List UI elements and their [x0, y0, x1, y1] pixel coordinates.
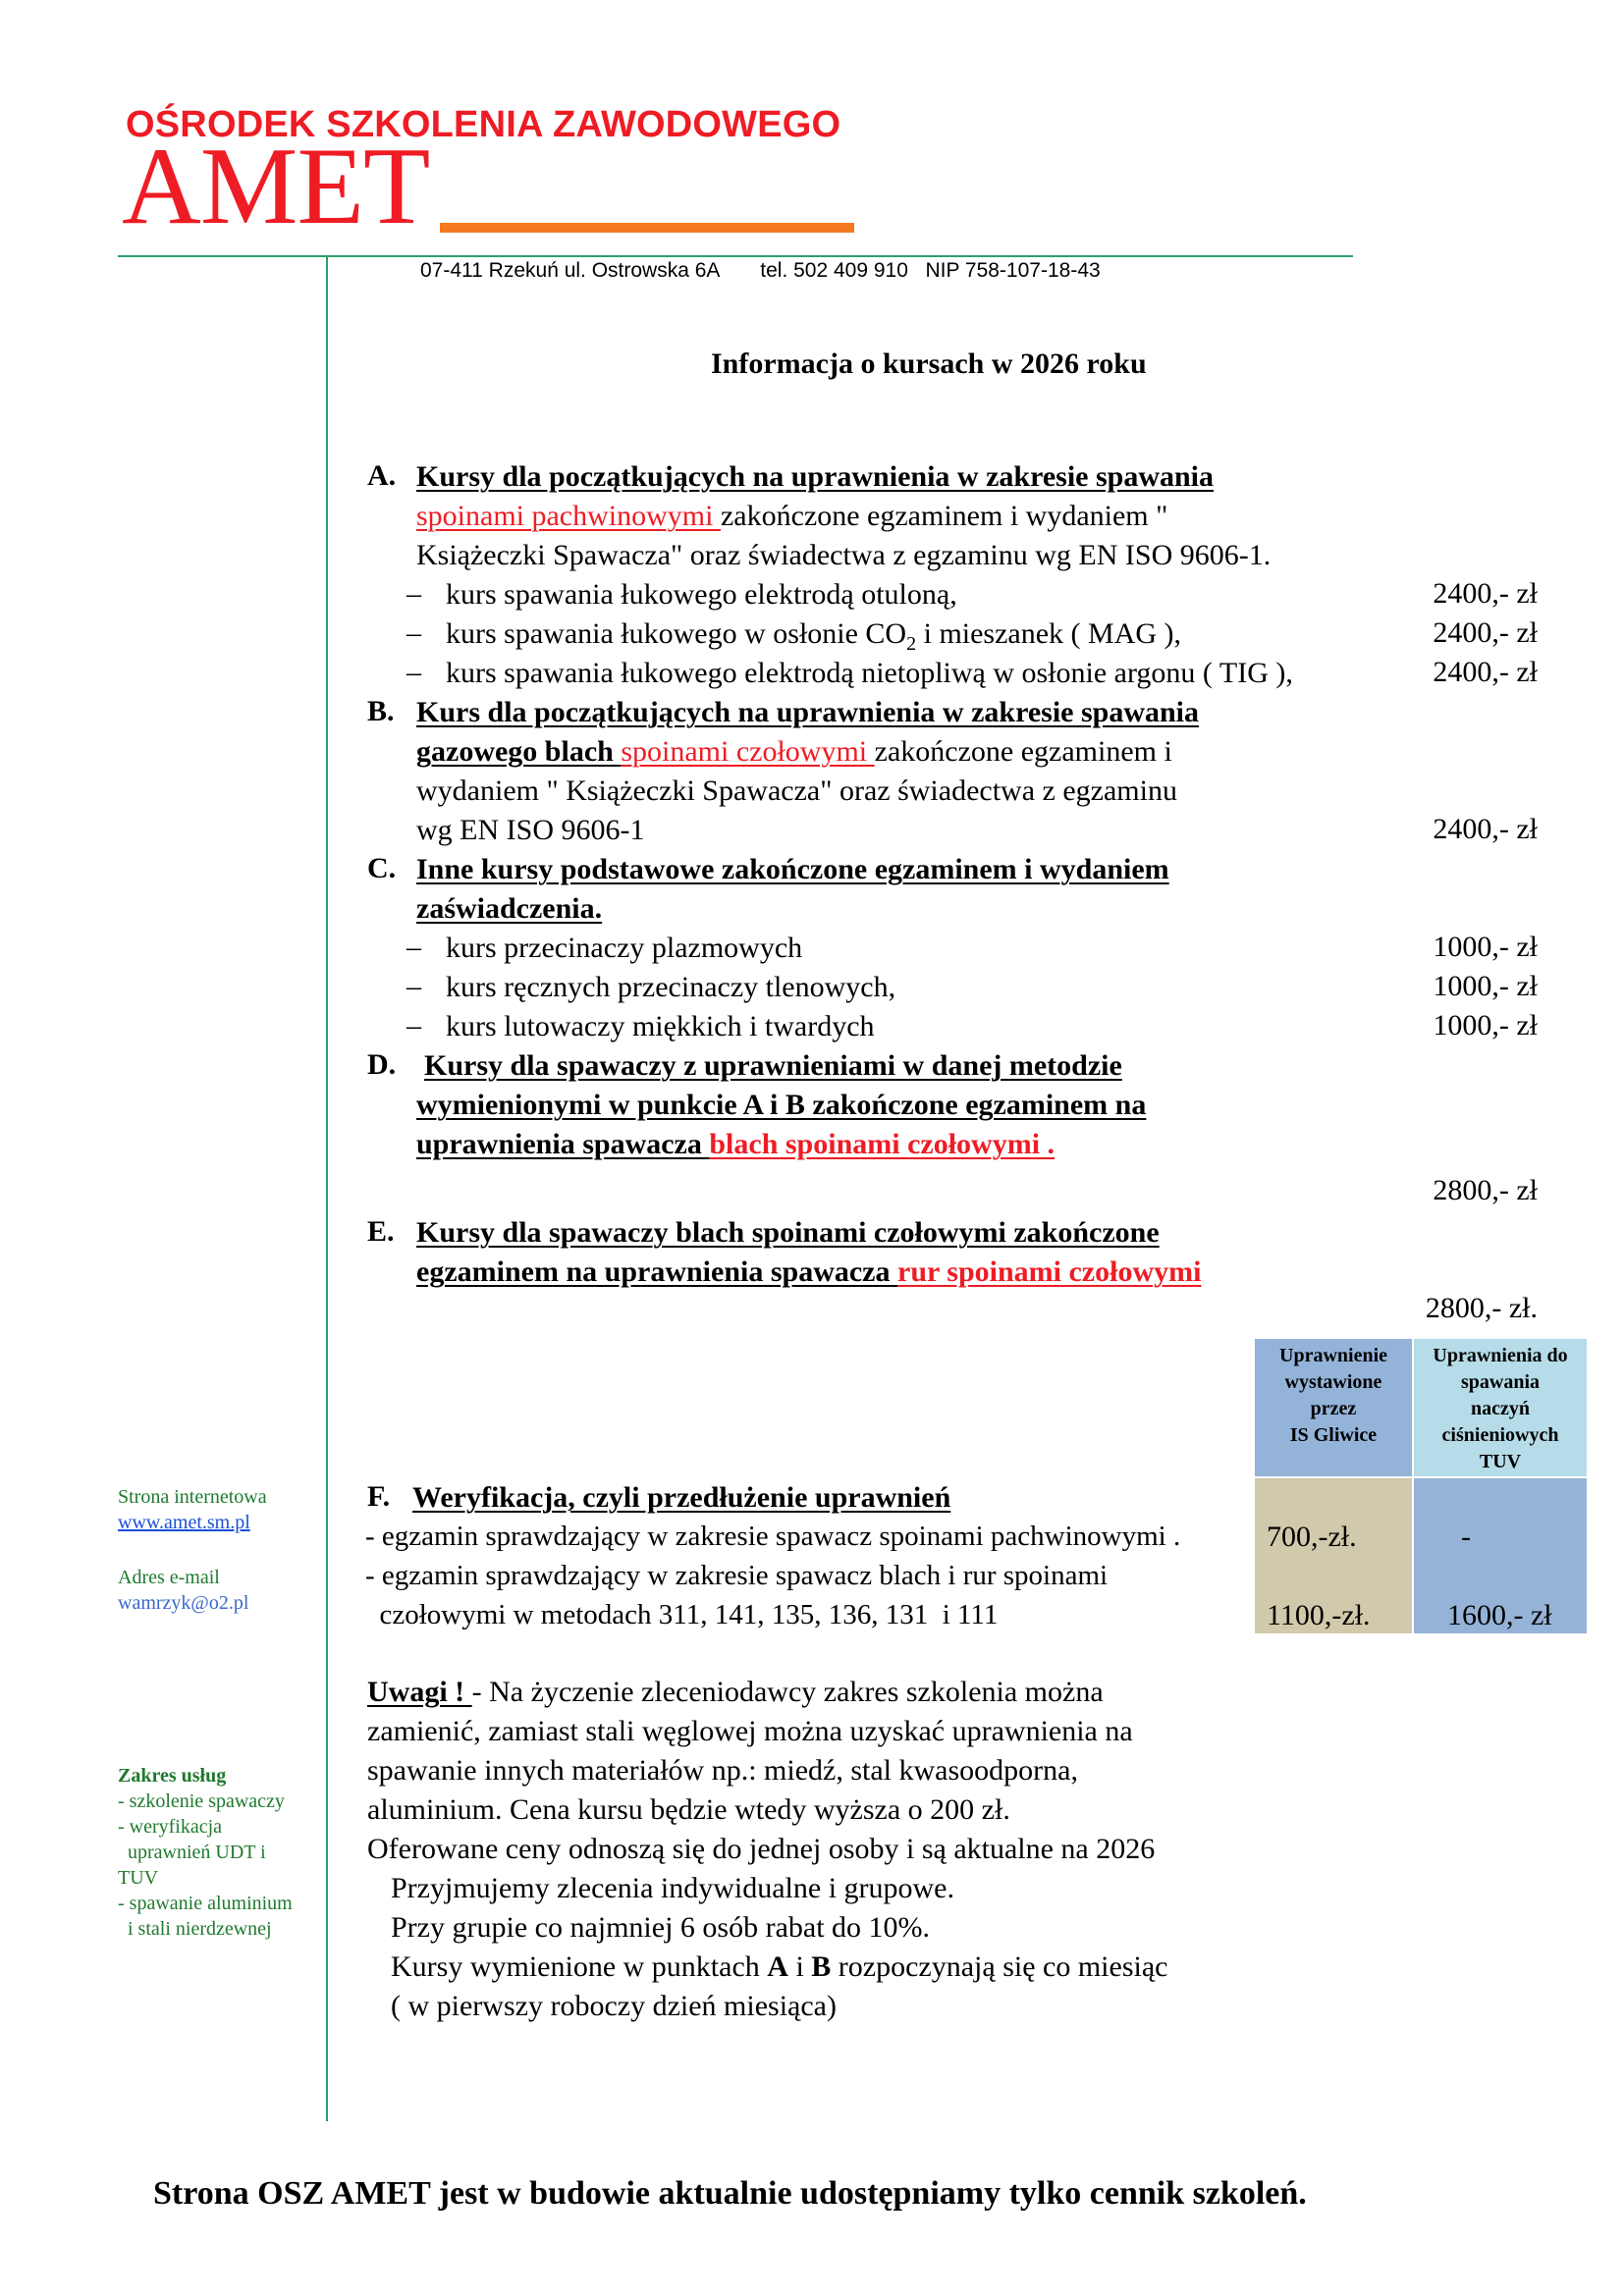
section-a-line2: spoinami pachwinowymi zakończone egzaminem i wydaniem "	[416, 500, 1168, 532]
sidebar-website-label: Strona internetowa	[118, 1486, 267, 1508]
remarks-line-4: aluminium. Cena kursu będzie wtedy wyższa o 200 zł.	[367, 1793, 1010, 1826]
table-header-col1-text: Uprawnienie wystawione przez IS Gliwice	[1279, 1345, 1387, 1446]
remarks-line-7: Przy grupie co najmniej 6 osób rabat do 10%.	[391, 1911, 931, 1944]
email-link[interactable]: wamrzyk@o2.pl	[118, 1592, 249, 1614]
section-b-letter: B.	[367, 695, 395, 727]
table-header-col2-text: Uprawnienia do spawania naczyń ciśnieniowych TUV	[1433, 1345, 1568, 1472]
verification-row-2-text: - egzamin sprawdzający w zakresie spawacz blach i rur spoinami	[365, 1560, 1109, 1591]
section-c-heading: Inne kursy podstawowe zakończone egzaminem i wydaniem	[416, 853, 1169, 885]
sidebar-service-item: TUV	[118, 1867, 159, 1889]
section-c-heading-2: zaświadczenia.	[416, 892, 603, 925]
logo-underline-bar	[440, 223, 854, 233]
price: 1000,- zł	[1433, 970, 1538, 1002]
page-title: Informacja o kursach w 2026 roku	[711, 347, 1147, 380]
remarks-line-3: spawanie innych materiałów np.: miedź, stal kwasoodporna,	[367, 1754, 1078, 1787]
remarks-label: Uwagi !	[367, 1676, 472, 1708]
section-b-line2: gazowego blach spoinami czołowymi zakończone egzaminem i	[416, 735, 1172, 768]
price: 1000,- zł	[1433, 931, 1538, 963]
section-d-heading-2: wymienionymi w punkcie A i B zakończone egzaminem na	[416, 1089, 1147, 1121]
remarks-line-9: ( w pierwszy roboczy dzień miesiąca)	[391, 1990, 837, 2022]
list-item: kurs lutowaczy miękkich i twardych	[446, 1010, 875, 1042]
section-e-heading: Kursy dla spawaczy blach spoinami czołowymi zakończone	[416, 1216, 1160, 1249]
brand-logo-text: AMET	[122, 126, 430, 247]
section-b-line4: wg EN ISO 9606-1	[416, 814, 645, 846]
section-a-line3: Książeczki Spawacza" oraz świadectwa z egzaminu wg EN ISO 9606-1.	[416, 539, 1272, 571]
price: 2400,- zł	[1433, 616, 1538, 649]
list-item: kurs ręcznych przecinaczy tlenowych,	[446, 971, 896, 1003]
verification-row-2-col2: 1600,- zł	[1447, 1599, 1552, 1631]
sidebar-service-item: - spawanie aluminium	[118, 1893, 293, 1914]
address: 07-411 Rzekuń ul. Ostrowska 6A	[420, 259, 721, 282]
sidebar-services-title: Zakres usług	[118, 1765, 227, 1787]
section-a-red: spoinami pachwinowymi	[416, 500, 721, 532]
list-item-dash: –	[406, 970, 421, 1002]
org-title: OŚRODEK SZKOLENIA ZAWODOWEGO	[126, 104, 841, 145]
section-e-letter: E.	[367, 1215, 395, 1248]
sidebar-divider	[326, 256, 328, 2121]
price: 2800,- zł.	[1425, 1292, 1538, 1324]
section-f-heading: Weryfikacja, czyli przedłużenie uprawnień	[412, 1481, 951, 1514]
price: 2800,- zł	[1433, 1174, 1538, 1206]
price: 2400,- zł	[1433, 813, 1538, 845]
nip: NIP 758-107-18-43	[925, 259, 1101, 282]
list-item-dash: –	[406, 616, 421, 649]
section-d-heading-3: uprawnienia spawacza blach spoinami czołowymi .	[416, 1128, 1056, 1160]
section-a-letter: A.	[367, 459, 397, 492]
header-divider	[118, 255, 1353, 257]
section-e-red: rur spoinami czołowymi	[897, 1255, 1202, 1288]
sidebar-service-item: - szkolenie spawaczy	[118, 1790, 285, 1812]
verification-row-1-col1: 700,-zł.	[1267, 1521, 1357, 1553]
verification-row-1-text: - egzamin sprawdzający w zakresie spawacz spoinami pachwinowymi .	[365, 1521, 1181, 1552]
section-b-heading: Kurs dla początkujących na uprawnienia w zakresie spawania	[416, 696, 1200, 728]
list-item: kurs spawania łukowego elektrodą nietopliwą w osłonie argonu ( TIG ),	[446, 657, 1293, 689]
price: 2400,- zł	[1433, 656, 1538, 688]
section-e-heading-2: egzaminem na uprawnienia spawacza rur spoinami czołowymi	[416, 1255, 1202, 1288]
verification-row-2-col1: 1100,-zł.	[1267, 1599, 1371, 1631]
sidebar-service-item: uprawnień UDT i	[118, 1842, 266, 1863]
header-contact	[420, 259, 1101, 283]
list-item-dash: –	[406, 1009, 421, 1041]
remarks-line-1: Uwagi ! - Na życzenie zleceniodawcy zakres szkolenia można	[367, 1676, 1104, 1708]
website-link[interactable]: www.amet.sm.pl	[118, 1512, 250, 1533]
phone: tel. 502 409 910	[760, 259, 908, 282]
footer-notice: Strona OSZ AMET jest w budowie aktualnie udostępniamy tylko cennik szkoleń.	[153, 2175, 1307, 2212]
list-item-dash: –	[406, 931, 421, 963]
remarks-line-5: Oferowane ceny odnoszą się do jednej osoby i są aktualne na 2026	[367, 1833, 1156, 1865]
section-c-letter: C.	[367, 852, 397, 884]
sidebar-email-label: Adres e-mail	[118, 1567, 220, 1588]
price: 1000,- zł	[1433, 1009, 1538, 1041]
list-item-dash: –	[406, 656, 421, 688]
remarks-line-2: zamienić, zamiast stali węglowej można uzyskać uprawnienia na	[367, 1715, 1133, 1747]
list-item-dash: –	[406, 577, 421, 610]
remarks-line-8: Kursy wymienione w punktach A i B rozpoczynają się co miesiąc	[391, 1950, 1168, 1983]
section-d-red: blach spoinami czołowymi .	[709, 1128, 1056, 1160]
verification-row-1-col2: -	[1461, 1521, 1471, 1553]
section-d-heading: Kursy dla spawaczy z uprawnieniami w danej metodzie	[424, 1049, 1122, 1082]
price: 2400,- zł	[1433, 577, 1538, 610]
section-f-letter: F.	[367, 1480, 391, 1513]
sidebar-service-item: - weryfikacja	[118, 1816, 223, 1838]
verification-row-2-text-2: czołowymi w metodach 311, 141, 135, 136, 131 i 111	[365, 1599, 999, 1630]
section-b-line3: wydaniem " Książeczki Spawacza" oraz świadectwa z egzaminu	[416, 774, 1177, 807]
section-b-red: spoinami czołowymi	[621, 735, 875, 768]
list-item: kurs spawania łukowego w osłonie $CO_2$ i mieszanek ( MAG ),	[446, 617, 1182, 655]
section-d-letter: D.	[367, 1048, 397, 1081]
sidebar-service-item: i stali nierdzewnej	[118, 1918, 272, 1940]
remarks-line-6: Przyjmujemy zlecenia indywidualne i grupowe.	[391, 1872, 954, 1904]
list-item: kurs spawania łukowego elektrodą otuloną,	[446, 578, 957, 611]
section-a-heading: Kursy dla początkujących na uprawnienia w zakresie spawania	[416, 460, 1215, 493]
list-item: kurs przecinaczy plazmowych	[446, 932, 803, 964]
